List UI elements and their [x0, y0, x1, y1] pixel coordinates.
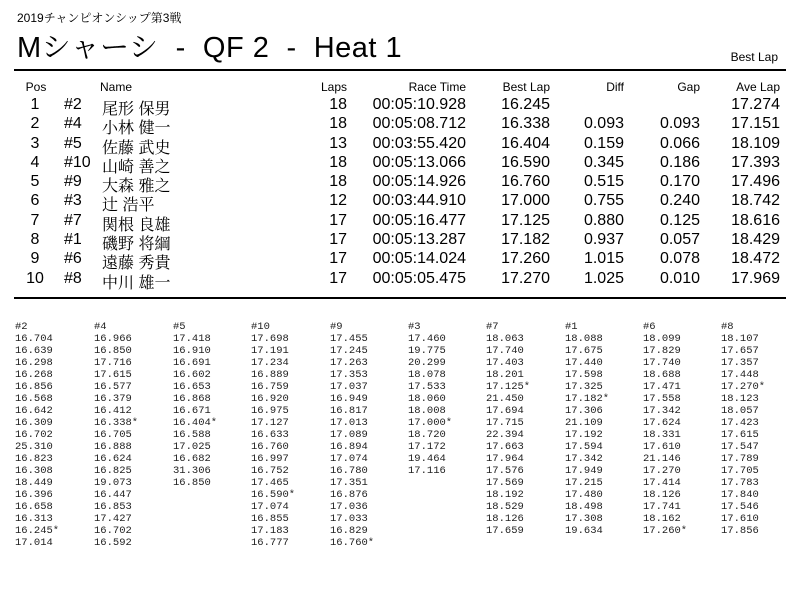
lap-time: 17.036	[330, 501, 368, 513]
lap-time: 17.172	[408, 441, 446, 453]
lap-time: 17.414	[643, 477, 681, 489]
lap-time: 17.033	[330, 513, 368, 525]
cell-best-lap: 17.182	[501, 231, 550, 249]
cell-pos: 9	[30, 250, 40, 268]
lap-time: 16.777	[251, 537, 289, 549]
cell-pos: 8	[30, 231, 40, 249]
lap-time: 16.975	[251, 405, 289, 417]
lap-time: 17.558	[643, 393, 681, 405]
lap-time: 17.789	[721, 453, 759, 465]
cell-laps: 12	[329, 192, 347, 210]
lap-time: 17.191	[251, 345, 289, 357]
cell-name: 佐藤 武史	[102, 139, 171, 157]
cell-race-time: 00:05:13.066	[372, 153, 466, 171]
cell-laps: 17	[329, 269, 347, 287]
lap-time: 17.829	[643, 345, 681, 357]
cell-ave-lap: 18.429	[731, 231, 780, 249]
col-gap: Gap	[677, 80, 700, 94]
lap-time: 17.964	[486, 453, 524, 465]
lap-time: 16.876	[330, 489, 368, 501]
lap-time: 18.498	[565, 501, 603, 513]
results-table	[0, 80, 800, 292]
cell-gap: 0.186	[659, 153, 700, 171]
lap-column	[251, 321, 295, 549]
lap-time: 18.099	[643, 333, 681, 345]
lap-time: 18.720	[408, 429, 446, 441]
lap-time: 17.192	[565, 429, 603, 441]
lap-time: 31.306	[173, 465, 211, 477]
col-pos: Pos	[25, 80, 47, 94]
lap-time: 17.675	[565, 345, 603, 357]
lap-time: 18.126	[486, 513, 524, 525]
lap-time: 17.260*	[643, 525, 688, 537]
lap-time: 16.682	[173, 453, 211, 465]
lap-time: 17.740	[486, 345, 524, 357]
table-row	[0, 153, 800, 176]
cell-laps: 17	[329, 231, 347, 249]
cell-num: #5	[64, 134, 82, 152]
lap-time: 16.624	[94, 453, 132, 465]
cell-ave-lap: 17.496	[731, 173, 780, 191]
lap-time: 17.342	[565, 453, 603, 465]
cell-num: #8	[64, 269, 82, 287]
cell-ave-lap: 18.472	[731, 250, 780, 268]
lap-time: 17.610	[643, 441, 681, 453]
lap-time: 17.840	[721, 489, 759, 501]
lap-time: 17.183	[251, 525, 289, 537]
lap-time: 16.671	[173, 405, 211, 417]
lap-time: 16.298	[15, 357, 53, 369]
lap-time: 17.270	[643, 465, 681, 477]
cell-pos: 7	[30, 211, 40, 229]
page-title: Mシャーシ - QF 2 - Heat 1	[17, 32, 403, 64]
lap-time: 20.299	[408, 357, 446, 369]
lap-time: 17.127	[251, 417, 289, 429]
lap-time: 16.309	[15, 417, 53, 429]
cell-laps: 18	[329, 173, 347, 191]
lap-time: 19.464	[408, 453, 446, 465]
lap-time: 16.853	[94, 501, 132, 513]
lap-time: 17.182*	[565, 393, 610, 405]
lap-time: 18.162	[643, 513, 681, 525]
lap-time: 17.215	[565, 477, 603, 489]
cell-pos: 3	[30, 134, 40, 152]
cell-name: 中川 雄一	[102, 274, 171, 292]
table-row	[0, 250, 800, 273]
lap-time: 16.588	[173, 429, 211, 441]
cell-gap: 0.066	[659, 134, 700, 152]
lap-time: 16.592	[94, 537, 132, 549]
lap-time: 16.855	[251, 513, 289, 525]
lap-time: 17.716	[94, 357, 132, 369]
event-name: 2019チャンピオンシップ第3戦	[17, 11, 182, 25]
lap-time: 16.868	[173, 393, 211, 405]
lap-time: 16.602	[173, 369, 211, 381]
lap-time: 16.702	[15, 429, 53, 441]
cell-ave-lap: 17.274	[731, 96, 780, 113]
lap-time: 17.025	[173, 441, 211, 453]
cell-laps: 17	[329, 250, 347, 268]
lap-time: 19.634	[565, 525, 603, 537]
cell-best-lap: 17.125	[501, 211, 550, 229]
col-laps: Laps	[320, 80, 347, 94]
lap-time: 17.074	[251, 501, 289, 513]
lap-time: 17.856	[721, 525, 759, 537]
cell-num: #3	[64, 192, 82, 210]
cell-diff: 0.159	[583, 134, 624, 152]
lap-time: 16.888	[94, 441, 132, 453]
lap-time: 17.598	[565, 369, 603, 381]
lap-column-driver: #6	[643, 321, 656, 333]
lap-time: 18.688	[643, 369, 681, 381]
cell-diff: 1.015	[583, 250, 624, 268]
cell-gap: 0.078	[659, 250, 700, 268]
lap-time: 16.825	[94, 465, 132, 477]
lap-time: 18.126	[643, 489, 681, 501]
lap-time: 17.569	[486, 477, 524, 489]
lap-time: 16.817	[330, 405, 368, 417]
lap-time: 17.351	[330, 477, 368, 489]
lap-column	[721, 321, 765, 537]
cell-num: #9	[64, 173, 82, 191]
cell-gap: 0.010	[659, 269, 700, 287]
lap-time: 17.423	[721, 417, 759, 429]
cell-race-time: 00:05:10.928	[372, 96, 466, 113]
cell-ave-lap: 17.393	[731, 153, 780, 171]
lap-time: 17.624	[643, 417, 681, 429]
table-row	[0, 96, 800, 118]
lap-time: 16.396	[15, 489, 53, 501]
lap-time: 16.752	[251, 465, 289, 477]
cell-name: 大森 雅之	[102, 178, 171, 196]
lap-time: 17.705	[721, 465, 759, 477]
lap-time: 16.642	[15, 405, 53, 417]
lap-time: 17.013	[330, 417, 368, 429]
lap-time: 19.073	[94, 477, 132, 489]
lap-column	[408, 321, 452, 477]
lap-time: 16.308	[15, 465, 53, 477]
lap-column-driver: #1	[565, 321, 578, 333]
lap-time: 21.146	[643, 453, 681, 465]
cell-pos: 5	[30, 173, 40, 191]
lap-time: 21.109	[565, 417, 603, 429]
cell-diff: 1.025	[583, 269, 624, 287]
cell-name: 磯野 将綱	[102, 236, 171, 254]
lap-time: 16.823	[15, 453, 53, 465]
lap-time: 17.353	[330, 369, 368, 381]
table-row	[0, 173, 800, 196]
lap-time: 16.705	[94, 429, 132, 441]
lap-time: 17.546	[721, 501, 759, 513]
lap-column	[643, 321, 687, 537]
lap-column	[565, 321, 609, 537]
lap-time: 17.245	[330, 345, 368, 357]
lap-time: 16.268	[15, 369, 53, 381]
lap-time: 17.270*	[721, 381, 766, 393]
lap-time: 16.759	[251, 381, 289, 393]
lap-time: 17.325	[565, 381, 603, 393]
lap-time: 17.615	[94, 369, 132, 381]
cell-best-lap: 16.404	[501, 134, 550, 152]
cell-ave-lap: 18.616	[731, 211, 780, 229]
cell-race-time: 00:03:44.910	[372, 192, 466, 210]
cell-name: 尾形 保男	[102, 101, 171, 118]
table-row	[0, 231, 800, 254]
table-row	[0, 192, 800, 215]
lap-column-driver: #8	[721, 321, 734, 333]
lap-time: 17.448	[721, 369, 759, 381]
cell-best-lap: 16.760	[501, 173, 550, 191]
lap-time: 16.338*	[94, 417, 139, 429]
cell-ave-lap: 17.151	[731, 115, 780, 133]
lap-time: 16.894	[330, 441, 368, 453]
cell-laps: 18	[329, 115, 347, 133]
lap-time: 16.780	[330, 465, 368, 477]
col-ave-lap: Ave Lap	[736, 80, 780, 94]
cell-race-time: 00:05:16.477	[372, 211, 466, 229]
lap-column-driver: #2	[15, 321, 28, 333]
cell-diff: 0.093	[583, 115, 624, 133]
lap-time: 16.633	[251, 429, 289, 441]
col-name: Name	[100, 80, 133, 94]
lap-time: 16.829	[330, 525, 368, 537]
cell-laps: 18	[329, 153, 347, 171]
col-diff: Diff	[606, 80, 624, 94]
lap-column-driver: #4	[94, 321, 107, 333]
lap-time: 17.694	[486, 405, 524, 417]
lap-time: 17.594	[565, 441, 603, 453]
cell-ave-lap: 17.969	[731, 269, 780, 287]
lap-time: 16.949	[330, 393, 368, 405]
lap-time: 17.418	[173, 333, 211, 345]
col-best-lap: Best Lap	[502, 80, 550, 94]
lap-time: 16.850	[94, 345, 132, 357]
table-row	[0, 115, 800, 138]
lap-time: 18.201	[486, 369, 524, 381]
lap-time: 17.460	[408, 333, 446, 345]
lap-time: 16.702	[94, 525, 132, 537]
lap-time: 17.000*	[408, 417, 453, 429]
cell-name: 山崎 善之	[102, 158, 171, 176]
lap-time: 17.427	[94, 513, 132, 525]
lap-time: 17.610	[721, 513, 759, 525]
cell-gap: 0.093	[659, 115, 700, 133]
cell-laps: 17	[329, 211, 347, 229]
lap-time: 18.078	[408, 369, 446, 381]
lap-time: 16.889	[251, 369, 289, 381]
table-row	[0, 269, 800, 292]
lap-time: 16.412	[94, 405, 132, 417]
lap-time: 17.547	[721, 441, 759, 453]
cell-race-time: 00:05:13.287	[372, 231, 466, 249]
lap-time: 16.313	[15, 513, 53, 525]
lap-time: 16.404*	[173, 417, 218, 429]
bottom-divider	[14, 297, 786, 299]
cell-name: 辻 浩平	[102, 197, 155, 215]
lap-time: 18.063	[486, 333, 524, 345]
results-body	[0, 96, 800, 292]
cell-num: #6	[64, 250, 82, 268]
cell-ave-lap: 18.742	[731, 192, 780, 210]
lap-time: 18.192	[486, 489, 524, 501]
lap-time: 17.263	[330, 357, 368, 369]
lap-time: 17.657	[721, 345, 759, 357]
lap-column	[330, 321, 374, 549]
cell-num: #10	[64, 153, 91, 171]
cell-race-time: 00:05:08.712	[372, 115, 466, 133]
lap-time: 16.245*	[15, 525, 60, 537]
lap-time: 18.123	[721, 393, 759, 405]
cell-name: 小林 健一	[102, 120, 171, 138]
lap-time: 16.704	[15, 333, 53, 345]
cell-gap: 0.057	[659, 231, 700, 249]
lap-time: 17.089	[330, 429, 368, 441]
lap-time: 16.379	[94, 393, 132, 405]
lap-column-driver: #5	[173, 321, 186, 333]
cell-race-time: 00:05:14.024	[372, 250, 466, 268]
cell-best-lap: 16.245	[501, 96, 550, 113]
results-header	[0, 80, 800, 96]
lap-time: 16.590*	[251, 489, 296, 501]
lap-time: 16.653	[173, 381, 211, 393]
cell-num: #1	[64, 231, 82, 249]
col-race-time: Race Time	[408, 80, 466, 94]
lap-time: 16.447	[94, 489, 132, 501]
lap-time: 17.465	[251, 477, 289, 489]
lap-time: 17.306	[565, 405, 603, 417]
cell-pos: 1	[30, 96, 40, 113]
cell-laps: 18	[329, 96, 347, 113]
lap-time: 17.342	[643, 405, 681, 417]
lap-column	[486, 321, 530, 537]
lap-time: 16.577	[94, 381, 132, 393]
lap-time: 17.740	[643, 357, 681, 369]
lap-time: 16.691	[173, 357, 211, 369]
lap-time: 17.440	[565, 357, 603, 369]
cell-name: 遠藤 秀貴	[102, 255, 171, 273]
lap-column-driver: #9	[330, 321, 343, 333]
table-row	[0, 134, 800, 157]
cell-diff: 0.880	[583, 211, 624, 229]
lap-time: 16.568	[15, 393, 53, 405]
lap-time: 18.088	[565, 333, 603, 345]
lap-time: 17.308	[565, 513, 603, 525]
cell-pos: 4	[30, 153, 40, 171]
top-divider	[14, 69, 786, 71]
lap-time: 17.116	[408, 465, 446, 477]
lap-time: 17.715	[486, 417, 524, 429]
lap-time: 18.107	[721, 333, 759, 345]
lap-time: 17.615	[721, 429, 759, 441]
lap-time: 16.850	[173, 477, 211, 489]
lap-time: 17.037	[330, 381, 368, 393]
cell-best-lap: 17.260	[501, 250, 550, 268]
cell-best-lap: 17.000	[501, 192, 550, 210]
cell-diff: 0.755	[583, 192, 624, 210]
lap-time: 16.997	[251, 453, 289, 465]
cell-race-time: 00:05:05.475	[372, 269, 466, 287]
lap-time: 16.966	[94, 333, 132, 345]
cell-race-time: 00:03:55.420	[372, 134, 466, 152]
lap-column	[15, 321, 59, 549]
cell-best-lap: 16.590	[501, 153, 550, 171]
lap-time: 17.659	[486, 525, 524, 537]
table-row	[0, 211, 800, 234]
cell-diff: 0.937	[583, 231, 624, 249]
lap-time: 18.057	[721, 405, 759, 417]
lap-time: 17.741	[643, 501, 681, 513]
cell-diff: 0.515	[583, 173, 624, 191]
lap-time: 17.455	[330, 333, 368, 345]
lap-time: 17.783	[721, 477, 759, 489]
lap-time: 16.910	[173, 345, 211, 357]
lap-time: 17.074	[330, 453, 368, 465]
lap-column-driver: #3	[408, 321, 421, 333]
lap-column-driver: #7	[486, 321, 499, 333]
lap-time: 17.533	[408, 381, 446, 393]
lap-time: 22.394	[486, 429, 524, 441]
lap-time: 18.529	[486, 501, 524, 513]
lap-time: 21.450	[486, 393, 524, 405]
lap-time: 17.698	[251, 333, 289, 345]
lap-time: 17.357	[721, 357, 759, 369]
cell-pos: 2	[30, 115, 40, 133]
cell-race-time: 00:05:14.926	[372, 173, 466, 191]
lap-column	[94, 321, 138, 549]
lap-time: 18.060	[408, 393, 446, 405]
cell-diff: 0.345	[583, 153, 624, 171]
cell-gap: 0.240	[659, 192, 700, 210]
cell-num: #7	[64, 211, 82, 229]
lap-time: 16.760	[251, 441, 289, 453]
cell-name: 関根 良雄	[102, 216, 171, 234]
cell-best-lap: 16.338	[501, 115, 550, 133]
cell-gap: 0.125	[659, 211, 700, 229]
sort-label: Best Lap	[730, 50, 778, 64]
lap-time: 16.760*	[330, 537, 375, 549]
lap-time: 17.234	[251, 357, 289, 369]
cell-best-lap: 17.270	[501, 269, 550, 287]
lap-column	[173, 321, 217, 489]
lap-time: 17.471	[643, 381, 681, 393]
cell-laps: 13	[329, 134, 347, 152]
lap-time: 17.949	[565, 465, 603, 477]
lap-time: 16.920	[251, 393, 289, 405]
lap-time: 17.576	[486, 465, 524, 477]
cell-pos: 10	[26, 269, 44, 287]
lap-time: 16.856	[15, 381, 53, 393]
lap-time: 25.310	[15, 441, 53, 453]
lap-time: 17.014	[15, 537, 53, 549]
lap-time: 19.775	[408, 345, 446, 357]
lap-time: 17.403	[486, 357, 524, 369]
lap-time: 16.658	[15, 501, 53, 513]
cell-gap: 0.170	[659, 173, 700, 191]
lap-time: 18.008	[408, 405, 446, 417]
cell-num: #2	[64, 96, 82, 113]
cell-ave-lap: 18.109	[731, 134, 780, 152]
lap-time: 18.331	[643, 429, 681, 441]
lap-column-driver: #10	[251, 321, 270, 333]
cell-num: #4	[64, 115, 82, 133]
lap-time: 17.663	[486, 441, 524, 453]
cell-pos: 6	[30, 192, 40, 210]
lap-time: 18.449	[15, 477, 53, 489]
lap-time: 17.480	[565, 489, 603, 501]
lap-time: 17.125*	[486, 381, 531, 393]
lap-time: 16.639	[15, 345, 53, 357]
